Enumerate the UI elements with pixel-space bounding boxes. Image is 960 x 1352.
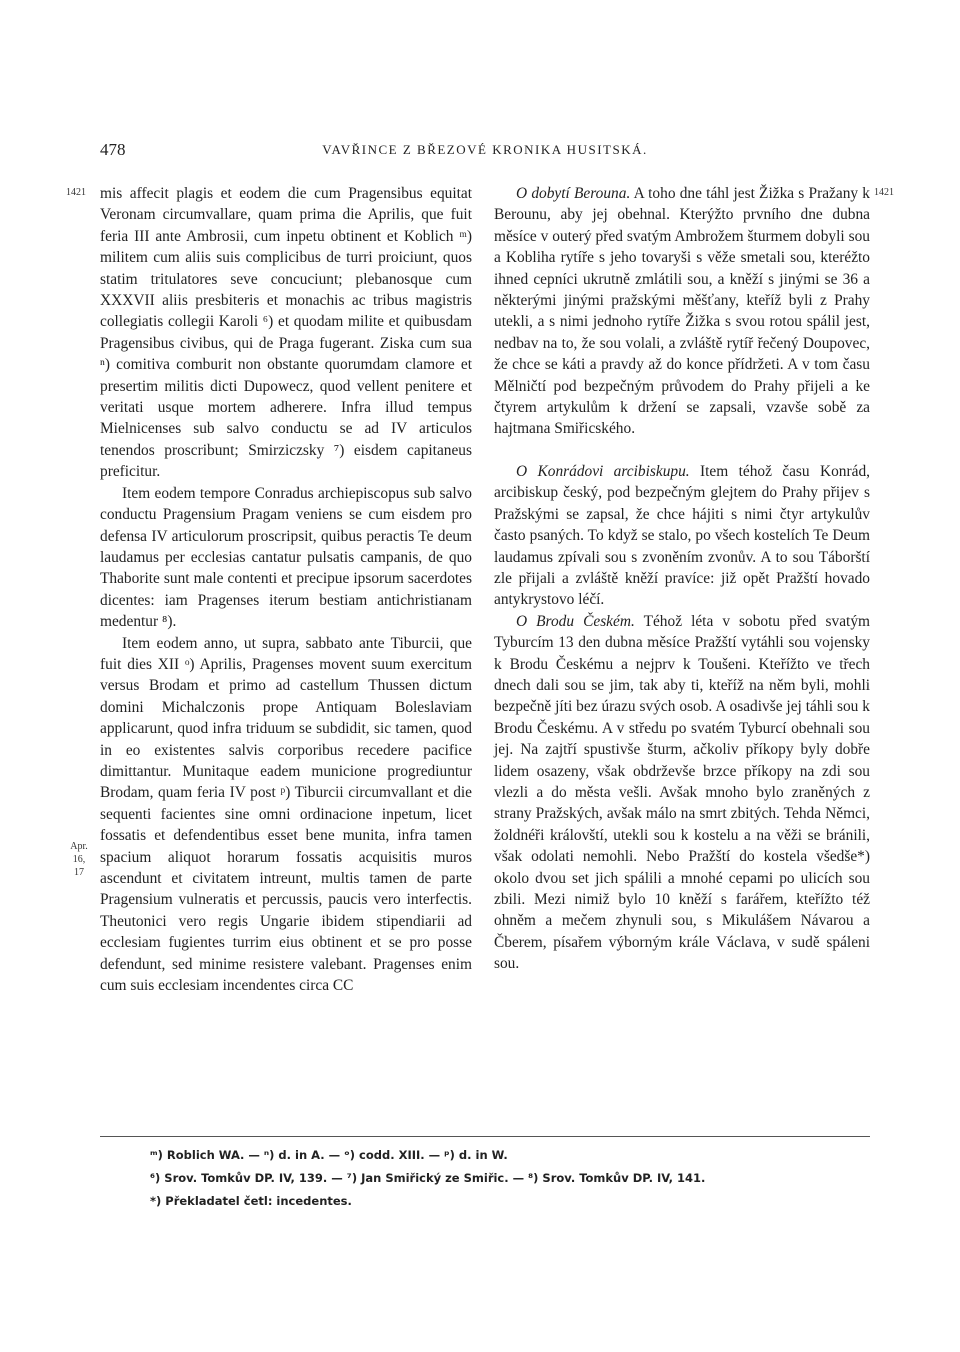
latin-paragraph: Item eodem tempore Conradus archiepiscopus sub salvo conductu Pragensium Pragam veniens se cum eisdem pro defensa IV articulorum proscripsit, quibus peractis Te deum laudamus per ecclesias cantatur pulsatis campanis, de quo Thaborite sunt male contenti et precipue ipsorum sacerdotes dicentes: iam Pragenses iterum bestiam antichristianam medentur ⁸). [100, 484, 472, 631]
czech-section [494, 611, 870, 975]
section-heading: O Konrádovi arcibiskupu. [516, 462, 690, 480]
margin-date-line: 16, [72, 854, 86, 865]
latin-column [100, 183, 472, 996]
page-number: 478 [100, 140, 126, 159]
footnote-line: *) Překladatel četl: incedentes. [150, 1194, 352, 1208]
margin-year-left: 1421 [66, 187, 86, 198]
section-text: Téhož léta v sobotu před svatým Tyburcím 13 den dubna měsíce Pražští vytáhli sou vojensky k Brodu Českému a nejprv k Toušeni. Kteřížto ve třech dnech dali sou se jim, tak aby ti, kteříž na něm byli, mohli bezpečně jíti bez úrazu svých osob. A osadivše jej táhli sou k Brodu Českému. A v středu po svatém Tyburcí obehnali sou jej. Na zajtří spustivše šturm, ačkoliv příkopy byly dobře lidem osazeny, však obdrževše brzce příkopy na zdi sou vlezli a do města vešli. Avšak mnoho bylo zraněných z strany Pražských, avšak málo na smrt zbitých. Tehda Němci, žoldnéři královští, utekli sou k kostelu a na věži se bránili, však odolati nemohli. Nebo Pražští do kostela všedše*) okolo dvou set jich spálili a mnohé cepami po ulicích sou zbili. Mezi nimiž bylo 10 kněží s farářem, kteřížto též ohněm a mečem zhynuli sou, s Mikulášem Návarou a Čberem, písařem výborným krále Václava, v sudě spáleni sou. [494, 612, 870, 973]
running-head: VAVŘINCE Z BŘEZOVÉ KRONIKA HUSITSKÁ. [322, 142, 648, 157]
latin-paragraph: mis affecit plagis et eodem die cum Pragensibus equitat Veronam circumvallare, quam prima die Aprilis, que fuit feria III ante Ambrosii, cum inpetu obtinent et Koblich ᵐ) militem cum aliis suis complicibus de turri proiciunt, quos statim tritulatores seve concuciunt; plebanosque cum XXXVII aliis presbiteris et monachis ac tribus magistris collegiatis collegii Karoli ⁶) et quodam milite et quibusdam Pragensibus civibus, qui de Praga fugerant. Ziska cum sua ⁿ) comitiva comburit non obstante quorumdam clamore et presertim militis dicti Dupowecz, quod vellent penitere et veritati usque mortem adherere. Infra illud tempus Mielnicenses sub salvo conductu se ad IV articulos tenendos proscribunt; Smirziczsky ⁷) eisdem capitaneus preficitur. [100, 185, 472, 481]
footnote-line: ⁶) Srov. Tomkův DP. IV, 139. — ⁷) Jan Smiřický ze Smiřic. — ⁸) Srov. Tomkův DP. IV, 141. [150, 1171, 706, 1185]
section-heading: O Brodu Českém. [516, 612, 635, 630]
footnotes [150, 1144, 870, 1213]
section-heading: O dobytí Berouna. [516, 185, 631, 202]
page-header [100, 140, 870, 164]
margin-date-line: Apr. [70, 841, 88, 852]
margin-date-line: 17 [74, 867, 84, 878]
latin-paragraph: Item eodem anno, ut supra, sabbato ante Tiburcii, que fuit dies XII ᵒ) Aprilis, Pragenses movent suum exercitum versus Brodam et primo ad castellum Thussen dictum domini Michalczonis prope Antiquam Boleslaviam applicarunt, quod infra triduum se subdidit, sic tamen, quod in eo existentes salvis corporibus recedere pacifice dimittantur. Munitaque eadem municione progrediuntur Brodam, quam feria IV post ᵖ) Tiburcii circumvallant et die sequenti facientes sine omni ordinacione inpetum, licet fossatis et defendentibus esset bene munita, infra tamen spacium aliquot horarum fossatis acquisitis muros ascendunt et civitatem intreunt, multis tamen de parte Pragensium vulneratis et percussis, paucis vero interfectis. Theutonici vero regis Ungarie ibidem stipendiarii ad ecclesiam fugientes turrim eius obtinent et se pro posse defendunt, sed minime resistere valebant. Pragenses enim cum suis ecclesiam incendentes circa CC [100, 634, 472, 995]
footnote-line: ᵐ) Roblich WA. — ⁿ) d. in A. — ᵒ) codd. XIII. — ᵖ) d. in W. [150, 1148, 508, 1162]
section-text: Item téhož času Konrád, arcibiskup český, pod bezpečným glejtem do Prahy přijev s Pražskými se zapsal, že chce hájiti s nimi čtyr artykulův často psaných. To když se stalo, po všech kostelích Te Deum laudamus zpívali sou s zvoněním zvonův. A to sou Táborští zle přijali a zvláště kněží pravíce: již opět Pražští hovado antykrystovo léčí. [494, 462, 870, 609]
margin-date-note [64, 840, 94, 879]
margin-year-right: 1421 [874, 187, 894, 198]
footnote-divider [100, 1136, 870, 1137]
czech-section [494, 183, 870, 440]
section-text: A toho dne táhl jest Žižka s Pražany k Berounu, aby jej obehnal. Kterýžto prvního dne dubna měsíce v outerý před svatým Ambrožem šturmem dobyli sou a Kobliha rytíře s jeho tovaryši s věže smetali sou, kteréžto ihned cepníci ukrutně zmlátili sou, a kněží s jinými se 36 a některými jinými pražskými měšťany, kteříž byli z Prahy utekli, a s nimi jednoho rytíře Žižka s svou rotou spálil jest, nedbav na to, že sou volali, a zvláště rytíř řečený Doupovec, že chce se káti a pravdy až do konce přídržeti. A v tom času Mělničtí pod bezpečným průvodem do Prahy přijeli a ke čtyrem artykulům k držení se zapsali, vzavše sobě za hajtmana Smiřicského. [494, 185, 870, 438]
czech-column [494, 183, 870, 975]
czech-section [494, 461, 870, 611]
